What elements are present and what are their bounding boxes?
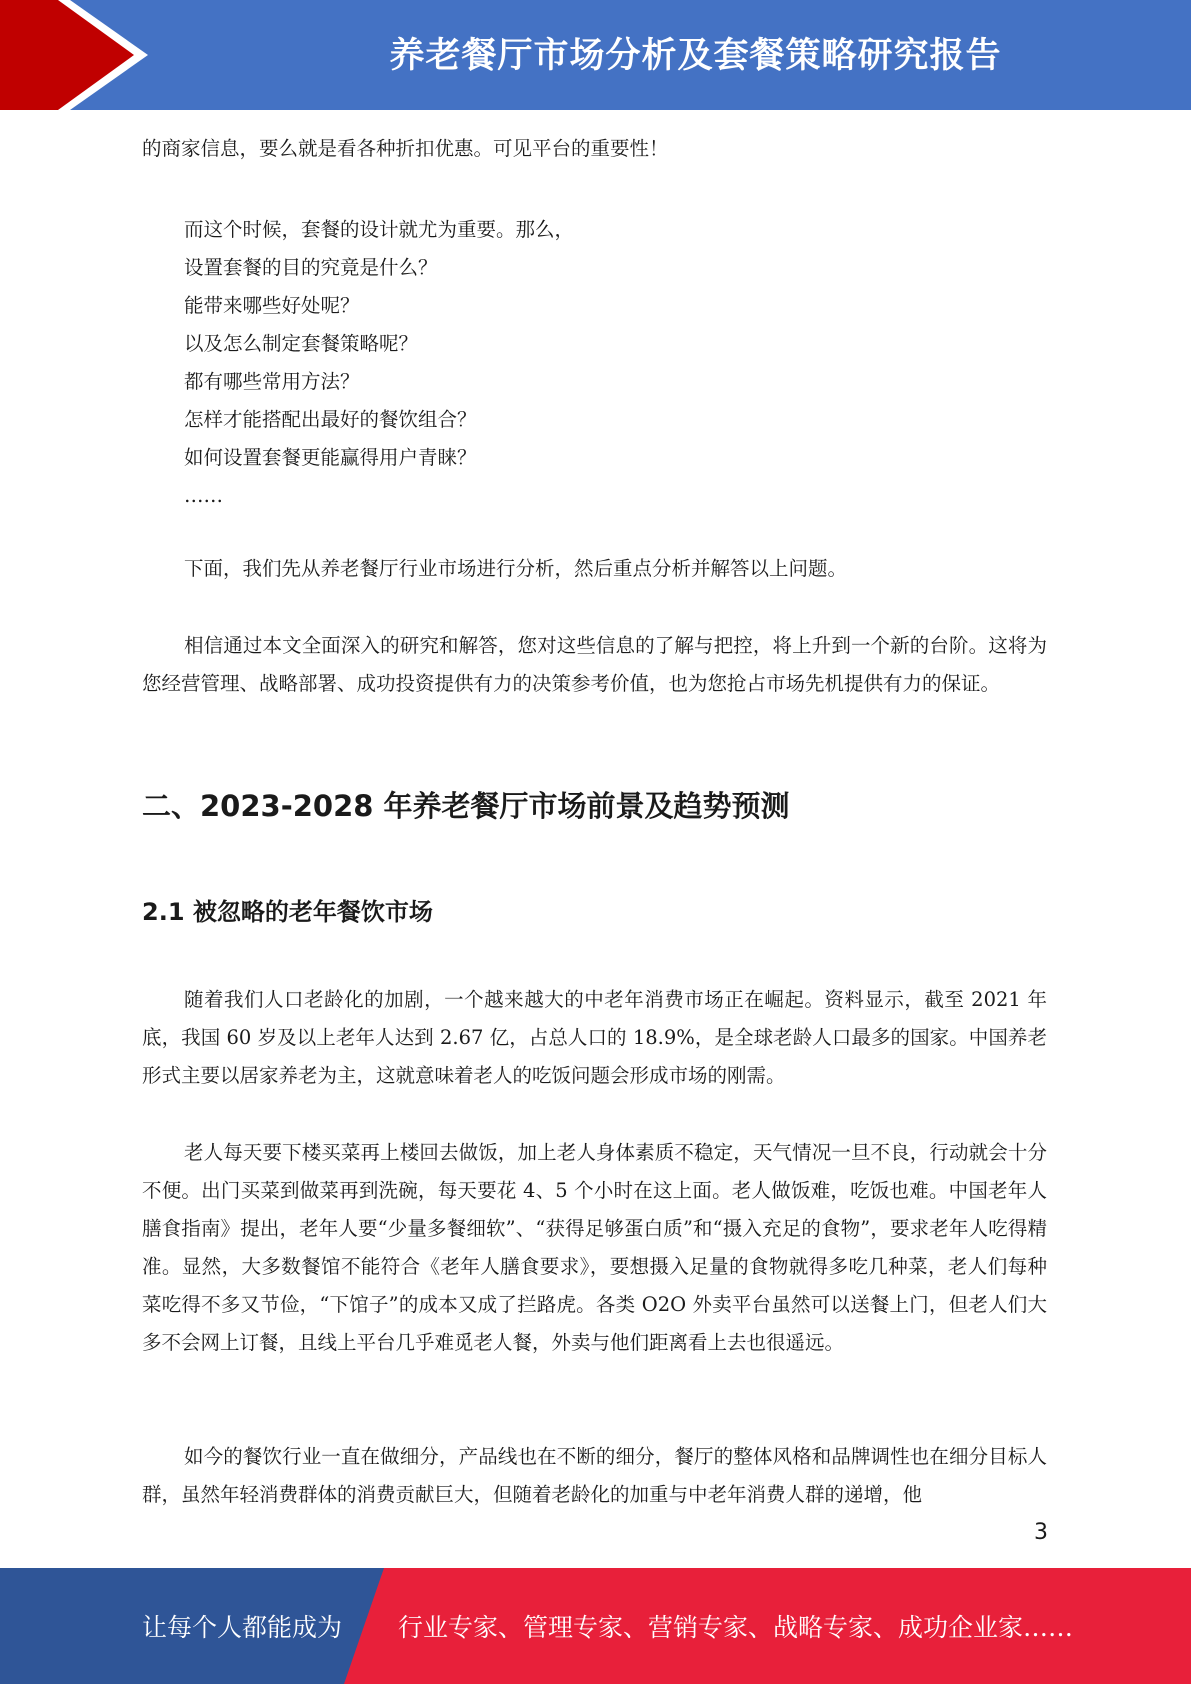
body-paragraph — [142, 1438, 1047, 1514]
intro-section — [142, 130, 1047, 168]
header-arrow-decoration — [0, 0, 160, 110]
subsection-heading: 2.1 被忽略的老年餐饮市场 — [142, 898, 433, 926]
paragraph-text: 如今的餐饮行业一直在做细分，产品线也在不断的细分，餐厅的整体风格和品牌调性也在细分目标人群，虽然年轻消费群体的消费贡献巨大，但随着老龄化的加重与中老年消费人群的递增，他 — [142, 1445, 1047, 1506]
body-paragraph — [142, 981, 1047, 1095]
ellipsis-line: …… — [184, 484, 223, 507]
question-line: 能带来哪些好处呢？ — [184, 294, 360, 317]
next-paragraph — [142, 550, 1047, 588]
report-title: 养老餐厅市场分析及套餐策略研究报告 — [389, 36, 1002, 76]
footer-banner — [0, 1568, 1191, 1684]
footer-slogan-left: 让每个人都能成为 — [142, 1613, 343, 1642]
footer-slogan-right: 行业专家、管理专家、营销专家、战略专家、成功企业家…… — [398, 1613, 1074, 1642]
question-line: 如何设置套餐更能赢得用户青睐？ — [184, 446, 477, 469]
question-line: 而这个时候，套餐的设计就尤为重要。那么， — [184, 218, 575, 241]
page-number: 3 — [1034, 1520, 1048, 1545]
paragraph-text: 老人每天要下楼买菜再上楼回去做饭，加上老人身体素质不稳定，天气情况一旦不良，行动就会十分不便。出门买菜到做菜再到洗碗，每天要花 4、5 个小时在这上面。老人做饭难，吃饭也难。中国老年人膳食指南》提出，老年人要“少量多餐细软”、“获得足够蛋白质”和“摄入充足的食物”，要求老年人吃得精准。显然，大多数餐馆不能符合《老年人膳食要求》，要想摄入足量的食物就得多吃几种菜，老人们每种菜吃得不多又节俭，“下馆子”的成本又成了拦路虎。各类 O2O 外卖平台虽然可以送餐上门，但老人们大多不会网上订餐，且线上平台几乎难觅老人餐，外卖与他们距离看上去也很遥远。 — [142, 1141, 1047, 1354]
question-line: 怎样才能搭配出最好的餐饮组合？ — [184, 408, 477, 431]
question-line: 都有哪些常用方法？ — [184, 370, 360, 393]
belief-paragraph — [142, 627, 1047, 703]
question-list — [142, 211, 1047, 515]
question-line: 以及怎么制定套餐策略呢？ — [184, 332, 419, 355]
body-paragraph — [142, 1134, 1047, 1362]
report-header-banner — [0, 0, 1191, 110]
paragraph-text: 下面，我们先从养老餐厅行业市场进行分析，然后重点分析并解答以上问题。 — [184, 557, 848, 580]
continuation-text: 的商家信息，要么就是看各种折扣优惠。可见平台的重要性！ — [142, 137, 669, 160]
paragraph-text: 随着我们人口老龄化的加剧，一个越来越大的中老年消费市场正在崛起。资料显示，截至 2021 年底，我国 60 岁及以上老年人达到 2.67 亿，占总人口的 18.9%，是全球老龄人口最多的国家。中国养老形式主要以居家养老为主，这就意味着老人的吃饭问题会形成市场的刚需。 — [142, 988, 1047, 1087]
paragraph-text: 相信通过本文全面深入的研究和解答，您对这些信息的了解与把控，将上升到一个新的台阶。这将为您经营管理、战略部署、成功投资提供有力的决策参考价值，也为您抢占市场先机提供有力的保证。 — [142, 634, 1047, 695]
question-line: 设置套餐的目的究竟是什么？ — [184, 256, 438, 279]
section-heading: 二、2023-2028 年养老餐厅市场前景及趋势预测 — [142, 789, 790, 823]
